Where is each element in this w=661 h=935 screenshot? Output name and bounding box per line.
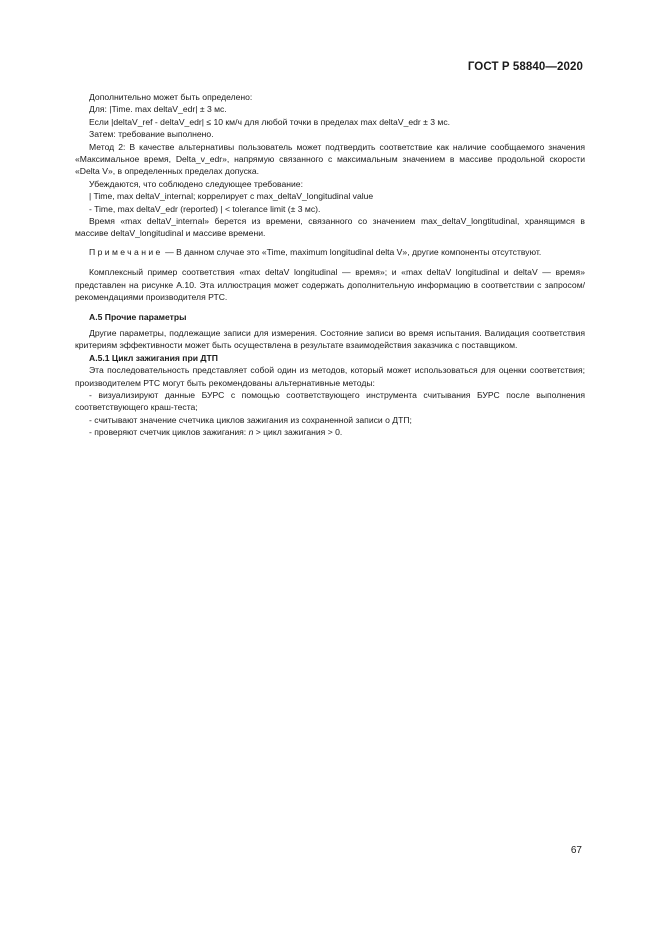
document-header: ГОСТ Р 58840—2020: [467, 61, 583, 73]
paragraph: Дополнительно может быть определено:: [89, 92, 253, 102]
section-heading-a5: А.5 Прочие параметры: [89, 311, 187, 322]
formula-line: | Time, max deltaV_internal; коррелирует с max_deltaV_longitudinal value: [89, 191, 374, 202]
paragraph: Другие параметры, подлежащие записи для измерения. Состояние записи во время испытания. Валидация соответствия критериям эффективности может быть осуществлена в результате взаимодействия заказчика с поставщиком.: [75, 327, 585, 351]
paragraph: Эта последовательность представляет собой один из методов, который может использоваться для оценки соответствия; производителем РТС могут быть рекомендованы альтернативные методы:: [75, 365, 585, 388]
paragraph: Время «max deltaV_internal» берется из времени, связанного со значением max_deltaV_longtitudinal, хранящимся в массиве deltaV_longitudinal и массиве времени.: [75, 216, 585, 239]
note-text: — В данном случае это «Time, maximum longitudinal delta V», другие компоненты отсутствуют.: [162, 246, 542, 257]
section-heading-a5-1: А.5.1 Цикл зажигания при ДТП: [89, 352, 218, 363]
paragraph: Комплексный пример соответствия «max deltaV longitudinal — время»; и «max deltaV longitudinal и deltaV — время» представлен на рисунке А.10. Эта иллюстрация может содержать дополнительную информацию в соответствии с запросом/рекомендациями производителя РТС.: [75, 267, 585, 303]
list-item: - считывают значение счетчика циклов зажигания из сохраненной записи о ДТП;: [89, 414, 412, 425]
variable-n: n: [248, 427, 254, 438]
note: [75, 246, 585, 258]
list-item: - проверяют счетчик циклов зажигания: n > цикл зажигания > 0.: [89, 427, 343, 438]
paragraph: Для: |Time. max deltaV_edr| ± 3 мс.: [89, 104, 227, 115]
paragraph: Метод 2: В качестве альтернативы пользователь может подтвердить соответствие как наличие сообщаемого значения «Максимальное время, Delta_v_edr», напрямую связанного с максимальным значением в массиве продольной скорости «Delta V», в определенных пределах допуска.: [75, 141, 585, 177]
paragraph: Если |deltaV_ref - deltaV_edr| ≤ 10 км/ч для любой точки в пределах max deltaV_edr ± 3 мс.: [89, 116, 451, 127]
note-label: Примечание: [89, 246, 163, 257]
paragraph: Убеждаются, что соблюдено следующее требование:: [89, 178, 303, 189]
formula-line: - Time, max deltaV_edr (reported) | < tolerance limit (± 3 мс).: [89, 203, 321, 214]
paragraph: Затем: требование выполнено.: [89, 129, 214, 140]
list-item: - визуализируют данные БУРС с помощью соответствующего инструмента считывания БУРС после выполнения соответствующего краш-теста;: [75, 389, 585, 413]
page-number: 67: [570, 845, 582, 856]
page-body: [75, 91, 585, 439]
